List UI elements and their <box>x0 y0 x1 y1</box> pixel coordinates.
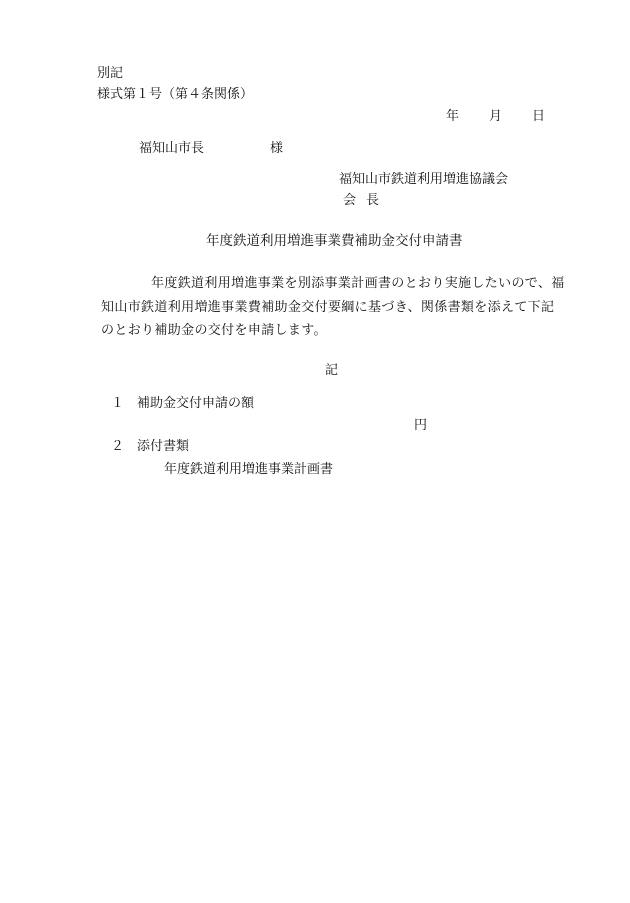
appendix-label: 別記 <box>97 66 124 81</box>
item-2-attachment: 年度鉄道利用増進事業計画書 <box>164 462 334 477</box>
ki-heading: 記 <box>325 363 339 378</box>
item-1-yen-unit: 円 <box>414 418 428 433</box>
applicant-role-part1: 会 <box>343 193 357 208</box>
item-1-label: 補助金交付申請の額 <box>137 396 255 411</box>
date-day: 日 <box>532 109 546 124</box>
date-year: 年 <box>446 109 460 124</box>
applicant-role <box>343 194 379 207</box>
addressee-line <box>139 142 283 155</box>
applicant-role-part2: 長 <box>366 193 380 208</box>
addressee-name: 福知山市長 <box>139 141 205 156</box>
date-line <box>446 110 545 123</box>
item-2-label: 添付書類 <box>137 439 190 454</box>
body-line-3: のとおり補助金の交付を申請します。 <box>101 323 327 338</box>
body-line-1: 年度鉄道利用増進事業を別添事業計画書のとおり実施したいので、福 <box>151 276 565 291</box>
addressee-honorific: 様 <box>270 141 284 156</box>
applicant-organization: 福知山市鉄道利用増進協議会 <box>339 172 509 187</box>
body-line-2: 知山市鉄道利用増進事業費補助金交付要綱に基づき、関係書類を添えて下記 <box>101 300 555 315</box>
item-1-number: １ <box>111 396 125 411</box>
document-title: 年度鉄道利用増進事業費補助金交付申請書 <box>206 233 463 249</box>
item-2-number: ２ <box>111 439 125 454</box>
date-month: 月 <box>489 109 503 124</box>
form-label: 様式第１号（第４条関係） <box>97 87 254 102</box>
